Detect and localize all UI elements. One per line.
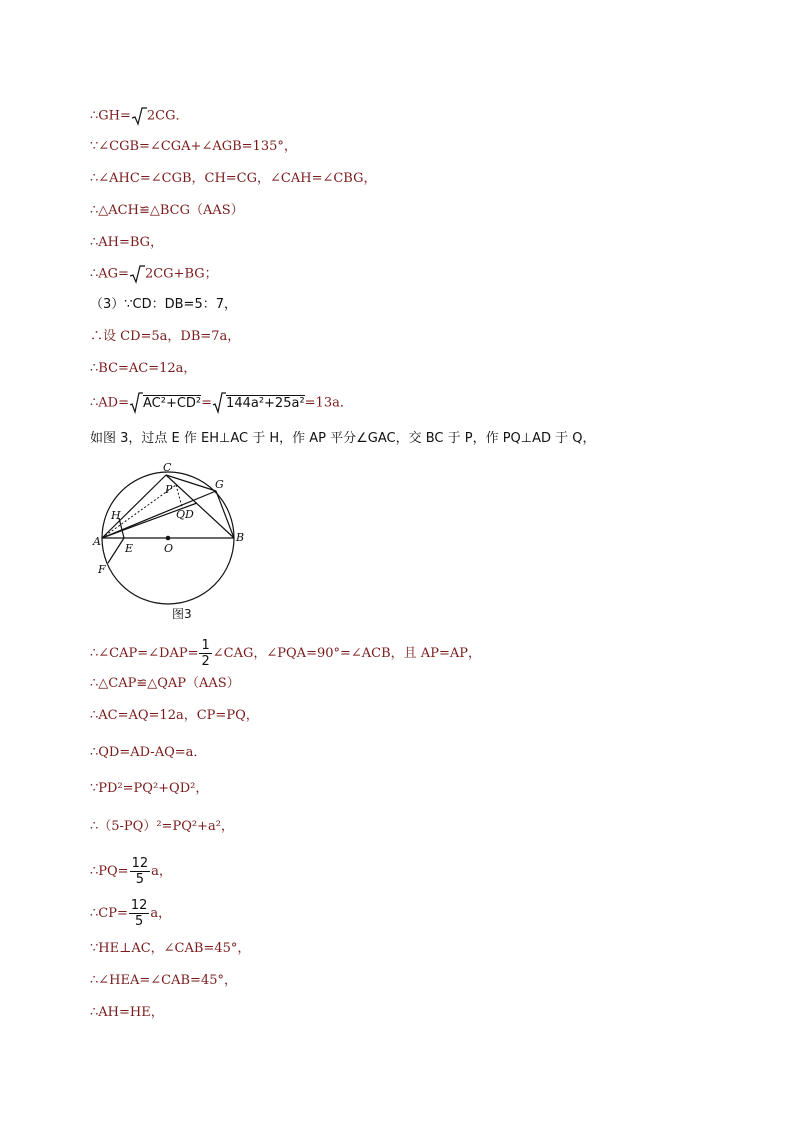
line-6-post: CG+BG； (153, 266, 218, 282)
sqrt-4-radicand: 144a²+25a² (226, 395, 305, 411)
label-f: F (98, 563, 106, 576)
line-8: ∴设 CD=5a，DB=7a， (90, 329, 241, 344)
label-a: A (93, 535, 101, 548)
line-12-post: ∠CAG，∠PQA=90°=∠ACB，且 AP=AP， (212, 646, 481, 661)
center-o-dot (166, 536, 171, 541)
line-22: ∴AH=HE， (90, 1005, 164, 1020)
radical-sign-icon (212, 392, 226, 414)
sqrt-2-radicand: 2 (144, 266, 154, 282)
fraction-half (199, 638, 211, 669)
line-17: ∴（5-PQ）²=PQ²+a²， (90, 819, 234, 834)
line-19-pre: ∴CP= (90, 906, 128, 921)
label-e: E (125, 542, 134, 555)
line-12 (90, 638, 481, 669)
fraction-12-5-a (130, 856, 151, 887)
sqrt-3-radicand: AC²+CD² (142, 395, 202, 411)
radical-sign-icon (131, 106, 147, 126)
line-10 (90, 392, 353, 414)
segment-ac (102, 475, 166, 538)
line-1-pre: ∴GH= (90, 108, 131, 124)
line-1-post: CG． (155, 108, 189, 124)
line-12-pre: ∴∠CAP=∠DAP= (90, 646, 199, 661)
sqrt-2 (129, 264, 153, 284)
fraction-num: 12 (130, 898, 148, 913)
label-g: G (215, 478, 224, 491)
fraction-den: 5 (134, 914, 144, 929)
line-7: （3）∵CD：DB=5：7， (90, 297, 237, 312)
line-4: ∴△ACH≌△BCG（AAS） (90, 203, 244, 218)
line-18-pre: ∴PQ= (90, 864, 129, 879)
label-h: H (111, 509, 121, 522)
line-10-mid: = (201, 395, 213, 411)
fraction-12-5-b (129, 898, 150, 929)
line-2: ∵∠CGB=∠CGA+∠AGB=135°， (90, 139, 297, 154)
line-11: 如图 3，过点 E 作 EH⊥AC 于 H，作 AP 平分∠GAC，交 BC 于 P，作 PQ⊥AD 于 Q， (90, 431, 596, 446)
radical-sign-icon (129, 264, 145, 284)
line-16: ∵PD²=PQ²+QD²， (90, 781, 209, 796)
label-o: O (164, 542, 174, 555)
line-18 (90, 856, 172, 887)
segment-cb (166, 475, 234, 538)
line-13: ∴△CAP≌△QAP（AAS） (90, 676, 240, 691)
sqrt-4 (212, 392, 305, 414)
fraction-half-den: 2 (201, 654, 210, 669)
line-18-post: a， (151, 864, 172, 879)
line-10-post: =13a． (304, 395, 353, 411)
label-c: C (163, 461, 172, 474)
sqrt-1-radicand: 2 (146, 108, 156, 124)
line-19 (90, 898, 171, 929)
segment-cg (166, 475, 216, 491)
fraction-half-num: 1 (201, 638, 210, 653)
segment-gb (216, 491, 234, 538)
line-1 (90, 106, 189, 126)
line-19-post: a， (150, 906, 172, 921)
line-20: ∵HE⊥AC，∠CAB=45°， (90, 941, 251, 956)
label-p: P (165, 483, 173, 496)
fraction-den: 5 (135, 872, 144, 887)
segment-ef (108, 538, 124, 563)
label-qd: QD (176, 508, 194, 521)
line-5: ∴AH=BG， (90, 235, 164, 250)
figure-3-diagram (88, 455, 253, 625)
sqrt-3 (129, 392, 201, 414)
figure-caption: 图3 (172, 607, 192, 621)
line-6-pre: ∴AG= (90, 266, 129, 282)
line-9: ∴BC=AC=12a， (90, 361, 197, 376)
line-10-pre: ∴AD= (90, 395, 129, 411)
label-b: B (236, 531, 245, 544)
line-3: ∴∠AHC=∠CGB，CH=CG，∠CAH=∠CBG， (90, 171, 377, 186)
line-14: ∴AC=AQ=12a，CP=PQ， (90, 708, 259, 723)
line-21: ∴∠HEA=∠CAB=45°， (90, 973, 237, 988)
sqrt-1 (131, 106, 155, 126)
line-6 (90, 264, 218, 284)
radical-sign-icon (129, 392, 143, 414)
fraction-num: 12 (131, 856, 149, 871)
line-15: ∴QD=AD-AQ=a． (90, 745, 207, 760)
